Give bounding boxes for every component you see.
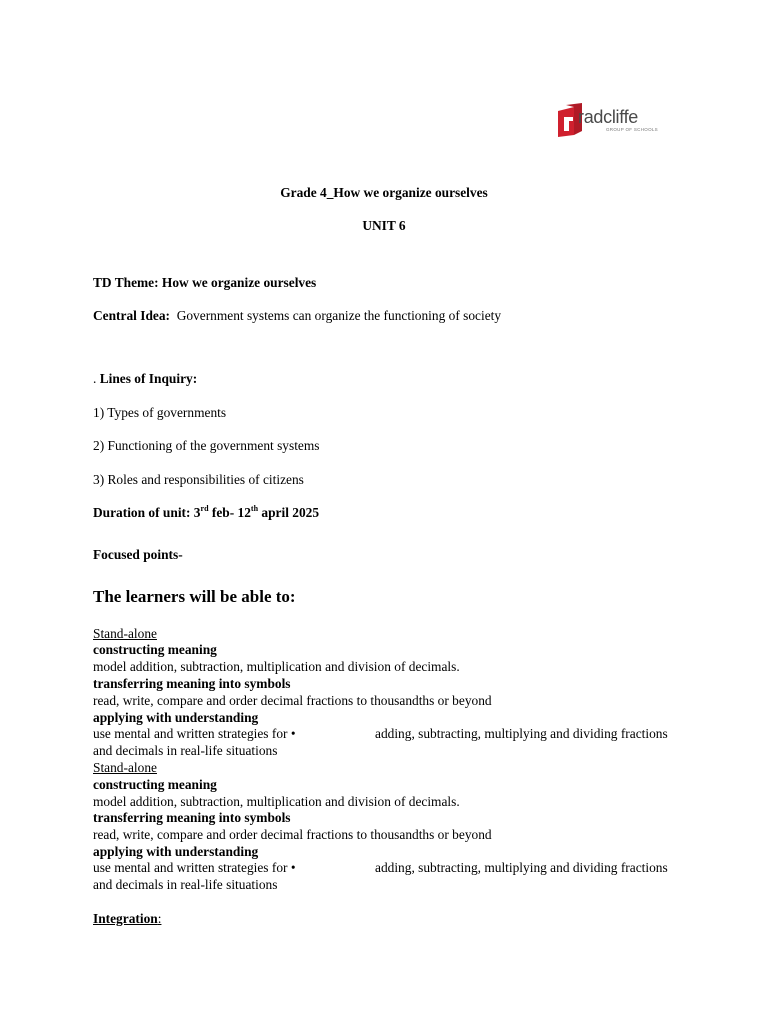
inquiry-line-2: 2) Functioning of the government systems bbox=[93, 438, 320, 453]
integration-heading: Integration: bbox=[93, 911, 162, 926]
strand-text: use mental and written strategies for • bbox=[93, 726, 296, 741]
unit-label: UNIT 6 bbox=[362, 218, 406, 233]
strand-text: and decimals in real-life situations bbox=[93, 743, 278, 758]
inquiry-line-1: 1) Types of governments bbox=[93, 405, 227, 420]
td-theme: TD Theme: How we organize ourselves bbox=[93, 275, 317, 290]
strand-heading: transferring meaning into symbols bbox=[93, 810, 291, 825]
central-idea-label: Central Idea: bbox=[93, 308, 170, 323]
strand-text: model addition, subtraction, multiplication and division of decimals. bbox=[93, 659, 460, 674]
inquiry-line-3: 3) Roles and responsibilities of citizens bbox=[93, 472, 304, 487]
lines-of-inquiry-heading: . Lines of Inquiry: bbox=[93, 371, 198, 386]
logo-wordmark: radcliffe bbox=[578, 107, 639, 127]
strand-heading: applying with understanding bbox=[93, 844, 259, 859]
strand-text: and decimals in real-life situations bbox=[93, 877, 278, 892]
strand-text: adding, subtracting, multiplying and dividing fractions bbox=[375, 860, 668, 875]
strand-text: read, write, compare and order decimal fractions to thousandths or beyond bbox=[93, 827, 492, 842]
lines-of-inquiry-label: Lines of Inquiry: bbox=[99, 371, 198, 386]
standalone-label: Stand-alone bbox=[93, 760, 157, 775]
central-idea-value: Government systems can organize the functioning of society bbox=[176, 308, 502, 323]
strand-heading: constructing meaning bbox=[93, 642, 217, 657]
central-idea bbox=[93, 308, 501, 324]
strand-text: adding, subtracting, multiplying and dividing fractions bbox=[375, 726, 668, 741]
strand-heading: constructing meaning bbox=[93, 777, 217, 792]
standalone-label: Stand-alone bbox=[93, 626, 157, 641]
strand-text: use mental and written strategies for • bbox=[93, 860, 296, 875]
strand-text: read, write, compare and order decimal fractions to thousandths or beyond bbox=[93, 693, 492, 708]
strand-heading: transferring meaning into symbols bbox=[93, 676, 291, 691]
unit-duration: Duration of unit: 3rd feb- 12th april 2025 bbox=[93, 504, 320, 520]
strand-text: model addition, subtraction, multiplication and division of decimals. bbox=[93, 794, 460, 809]
document-title: Grade 4_How we organize ourselves bbox=[280, 185, 488, 200]
school-logo bbox=[556, 103, 660, 139]
focused-points: Focused points- bbox=[93, 547, 183, 562]
learners-heading: The learners will be able to: bbox=[93, 587, 296, 606]
logo-tagline: GROUP OF SCHOOLS bbox=[606, 127, 658, 132]
strand-heading: applying with understanding bbox=[93, 710, 259, 725]
